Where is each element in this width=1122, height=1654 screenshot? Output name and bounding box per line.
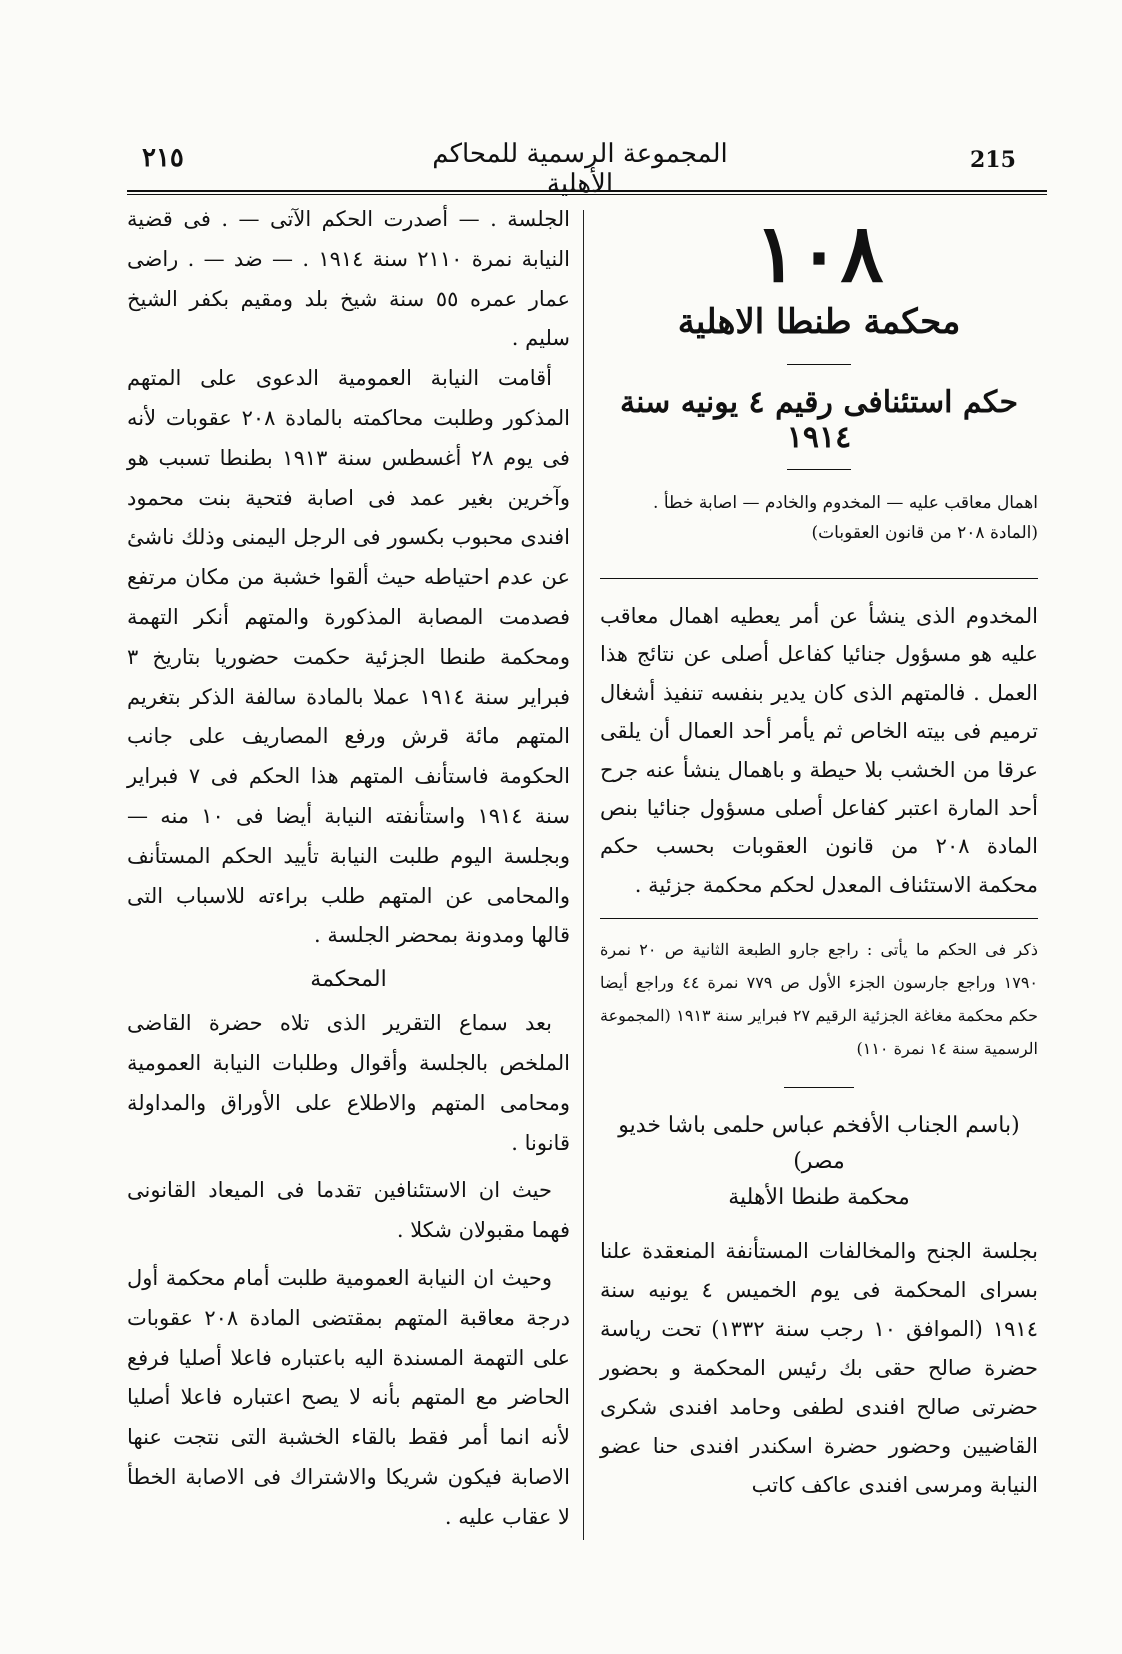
session-paragraph: بجلسة الجنح والمخالفات المستأنفة المنعقدة علنا بسراى المحكمة فى يوم الخميس ٤ يونيه سنة ١٩١٤ (الموافق ١٠ رجب سنة ١٣٣٢) تحت رياسة حضرة صالح حقى بك رئيس المحكمة و بحضور حضرتى صالح افندى لطفى وحامد افندى شكرى القاضيين وحضور حضرة اسكندر افندى حنا عضو النيابة ومرسى افندى عاكف كاتب (600, 1239, 1038, 1498)
right-column (600, 200, 1038, 1505)
court-section-heading: المحكمة (310, 967, 387, 993)
left-column (127, 200, 570, 1538)
court-name: محكمة طنطا الاهلية (677, 302, 961, 342)
reasoning-paragraph-3: وحيث ان النيابة العمومية طلبت أمام محكمة أول درجة معاقبة المتهم بمقتضى المادة ٢٠٨ عقوبات على التهمة المسندة اليه باعتباره فاعلا أصليا فرفع الحاضر مع المتهم بأنه لا يصح اعتباره فاعلا أصليا لأنه انما أمر فقط بالقاء الخشبة التى نتجت عنها الاصابة فيكون شريكا والاشتراك فى الاصابة الخطأ لا عقاب عليه . (127, 1265, 570, 1529)
court-heading: محكمة طنطا الأهلية (728, 1185, 910, 1211)
case-intro-paragraph: الجلسة . — أصدرت الحكم الآتى — . فى قضية النيابة نمرة ٢١١٠ سنة ١٩١٤ . — ضد — . راضى عمار عمره ٥٥ سنة شيخ بلد ومقيم بكفر الشيخ سليم . (127, 207, 571, 351)
keywords-line: اهمال معاقب عليه — المخدوم والخادم — اصابة خطأ . (653, 493, 1038, 513)
section-rule (600, 578, 1038, 579)
header-rule (127, 190, 1047, 192)
separator-rule (787, 364, 851, 365)
reference-note: ذكر فى الحكم ما يأتى : راجع جارو الطبعة الثانية ص ٢٠ نمرة ١٧٩٠ وراجع جارسون الجزء الأول ص ٧٧٩ نمرة ٤٤ وراجع أيضا حكم محكمة مغاغة الجزئية الرقيم ٢٧ فبراير سنة ١٩١٣ (المجموعة الرسمية سنة ١٤ نمرة ١١٠) (600, 940, 1039, 1059)
header-rule-thin (127, 194, 1047, 195)
facts-paragraph: أقامت النيابة العمومية الدعوى على المتهم المذكور وطلبت محاكمته بالمادة ٢٠٨ عقوبات لأنه فى يوم ٢٨ أغسطس سنة ١٩١٣ بطنطا تسبب هو وآخرين بغير عمد فى اصابة فتحية بنت محمود افندى محبوب بكسور فى الرجل اليمنى وذلك ناشئ عن عدم احتياطه حيث ألقوا خشبة من مكان مرتفع فصدمت المصابة المذكورة والمتهم أنكر التهمة ومحكمة طنطا الجزئية حكمت حضوريا بتاريخ ٣ فبراير سنة ١٩١٤ عملا بالمادة سالفة الذكر بتغريم المتهم مائة قرش ورفع المصاريف على جانب الحكومة فاستأنف المتهم هذا الحكم فى ٧ فبراير سنة ١٩١٤ واستأنفته النيابة أيضا فى ١٠ منه — وبجلسة اليوم طلبت النيابة تأييد الحكم المستأنف والمحامى عن المتهم طلب براءته للاسباب التى قالها ومدونة بمحضر الجلسة . (127, 366, 570, 948)
reasoning-paragraph-2: حيث ان الاستئنافين تقدما فى الميعاد القانونى فهما مقبولان شكلا . (127, 1178, 570, 1243)
judgment-title: حكم استئنافى رقيم ٤ يونيه سنة ١٩١٤ (620, 385, 1018, 455)
khedive-heading: (باسم الجناب الأفخم عباس حلمى باشا خديو مصر) (618, 1113, 1020, 1175)
keywords-article: (المادة ٢٠٨ من قانون العقوبات) (811, 523, 1038, 543)
page-number-arabic: ٢١٥ (142, 143, 184, 173)
running-title: المجموعة الرسمية للمحاكم الأهلية (432, 139, 728, 199)
column-divider (583, 210, 584, 1540)
page-number-latin: 215 (970, 147, 1016, 173)
separator-rule (784, 1087, 854, 1088)
reasoning-paragraph-1: بعد سماع التقرير الذى تلاه حضرة القاضى الملخص بالجلسة وأقوال وطلبات النيابة العمومية ومحامى المتهم والاطلاع على الأوراق والمداولة قانونا . (127, 1011, 570, 1155)
separator-rule (787, 469, 851, 470)
case-number: ١٠٨ (754, 206, 884, 300)
abstract-paragraph: المخدوم الذى ينشأ عن أمر يعطيه اهمال معاقب عليه هو مسؤول جنائيا كفاعل أصلى عن نتائج هذا العمل . فالمتهم الذى كان يدير بنفسه تنفيذ أشغال ترميم فى بيته الخاص ثم يأمر أحد العمال أن يلقى عرقا من الخشب بلا حيطة و باهمال ينشأ عنه جرح أحد المارة اعتبر كفاعل أصلى مسؤول جنائيا بنص المادة ٢٠٨ من قانون العقوبات بحسب حكم محكمة الاستئناف المعدل لحكم محكمة جزئية . (600, 604, 1038, 897)
footnote-rule (600, 918, 1038, 919)
keywords (600, 488, 1038, 548)
